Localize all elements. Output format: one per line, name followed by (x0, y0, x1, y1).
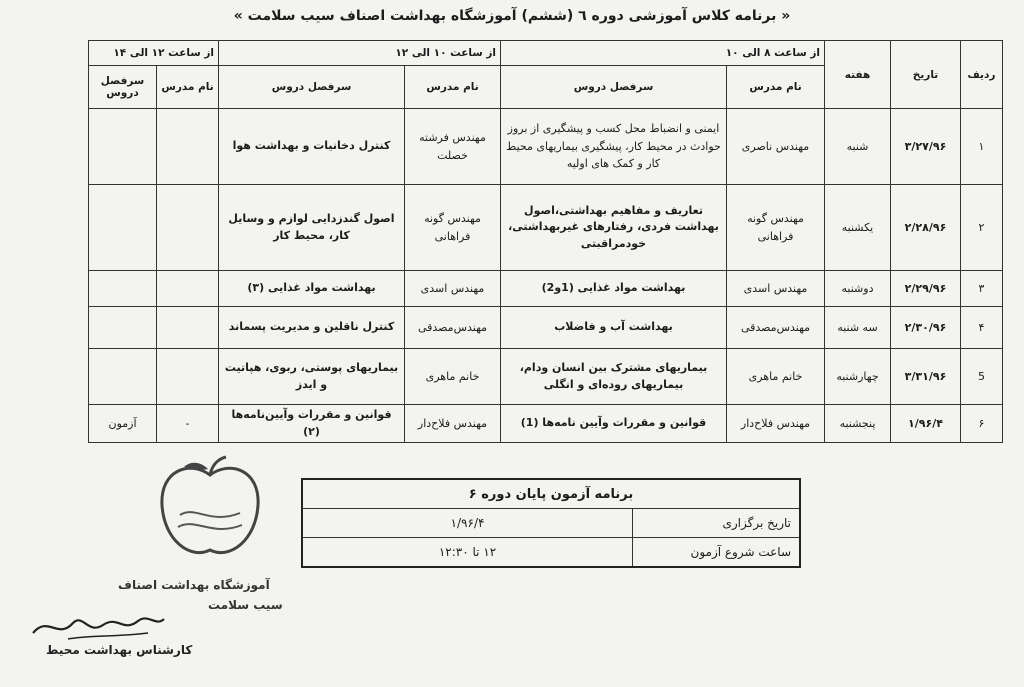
header-date: تاریخ (891, 41, 961, 109)
row-syllabus-2: کنترل ناقلین و مدیریت پسماند (219, 307, 405, 349)
row-teacher-2: مهندس‌مصدقی (405, 307, 501, 349)
row-syllabus-1: ایمنی و انضباط محل کسب و پیشگیری از بروز حوادث در محیط کار، پیشگیری بیماریهای محیط کار و کمک های اولیه (501, 109, 727, 185)
row-syllabus-3 (89, 109, 157, 185)
row-syllabus-2: قوانین و مقررات وآیین‌نامه‌ها (٢) (219, 405, 405, 443)
header-syllabus: سرفصل دروس (219, 66, 405, 109)
row-teacher-2: مهندس اسدی (405, 271, 501, 307)
row-syllabus-1: قوانین و مقررات وآیین نامه‌ها (1) (501, 405, 727, 443)
row-teacher-1: خانم ماهری (727, 349, 825, 405)
row-date: ٩۶/٢/٢٨ (891, 185, 961, 271)
exam-schedule-table (301, 478, 801, 568)
page-title: « برنامه کلاس آموزشی دوره ٦ (ششم) آموزشگاه بهداشت اصناف سیب سلامت » (233, 8, 791, 24)
slot-header-row (89, 41, 1003, 66)
header-syllabus: سرفصل دروس (501, 66, 727, 109)
row-syllabus-1: بهداشت مواد غذایی (1و2) (501, 271, 727, 307)
row-teacher-3 (157, 271, 219, 307)
table-row (89, 109, 1003, 185)
row-syllabus-2: بهداشت مواد غذایی (٣) (219, 271, 405, 307)
apple-logo-icon (150, 455, 270, 565)
row-syllabus-3 (89, 271, 157, 307)
row-teacher-2: خانم ماهری (405, 349, 501, 405)
row-teacher-3 (157, 307, 219, 349)
row-teacher-3 (157, 109, 219, 185)
table-row (89, 349, 1003, 405)
row-syllabus-1: بهداشت آب و فاضلاب (501, 307, 727, 349)
row-teacher-3 (157, 349, 219, 405)
row-teacher-1: مهندس اسدی (727, 271, 825, 307)
header-teacher: نام مدرس (405, 66, 501, 109)
exam-date-label: تاریخ برگزاری (633, 509, 801, 538)
table-row (89, 185, 1003, 271)
row-number: ۴ (961, 307, 1003, 349)
exam-time-value: ١٢ تا ١٢:٣٠ (302, 538, 633, 568)
signature-icon (28, 605, 168, 645)
row-syllabus-3 (89, 307, 157, 349)
row-number: ١ (961, 109, 1003, 185)
schedule-table (88, 40, 1003, 443)
row-day: چهارشنبه (825, 349, 891, 405)
row-teacher-2: مهندس گونه فراهانی (405, 185, 501, 271)
row-syllabus-3 (89, 185, 157, 271)
row-teacher-3 (157, 185, 219, 271)
row-date: ٩۶/٢/٣٠ (891, 307, 961, 349)
row-teacher-3: - (157, 405, 219, 443)
row-date: ٩۶/٢/٢٩ (891, 271, 961, 307)
row-number: 5 (961, 349, 1003, 405)
exam-time-label: ساعت شروع آزمون (633, 538, 801, 568)
header-syllabus: سرفصل دروس (89, 66, 157, 109)
row-teacher-1: مهندس گونه فراهانی (727, 185, 825, 271)
header-week: هفته (825, 41, 891, 109)
row-day: پنجشنبه (825, 405, 891, 443)
row-syllabus-2: بیماریهای پوستی، ربوی، هپاتیت و ایدز (219, 349, 405, 405)
row-syllabus-1: تعاریف و مفاهیم بهداشتی،اصول بهداشت فردی، رفتارهای غیربهداشتی، خودمراقبتی (501, 185, 727, 271)
row-number: ٢ (961, 185, 1003, 271)
row-syllabus-1: بیماریهای مشترک بین انسان ودام، بیماریهای روده‌ای و انگلی (501, 349, 727, 405)
row-day: سه شنبه (825, 307, 891, 349)
row-day: یکشنبه (825, 185, 891, 271)
header-teacher: نام مدرس (157, 66, 219, 109)
exam-date-value: ٩۶/۴/١ (302, 509, 633, 538)
row-teacher-2: مهندس فرشته خصلت (405, 109, 501, 185)
row-number: ٣ (961, 271, 1003, 307)
header-slot-10-12: از ساعت ۱۰ الی ۱۲ (219, 41, 501, 66)
row-date: ٩۶/٣/٣١ (891, 349, 961, 405)
row-date: ٩۶/۴/١ (891, 405, 961, 443)
header-slot-8-10: از ساعت ۸ الی ۱۰ (501, 41, 825, 66)
row-teacher-1: مهندس ناصری (727, 109, 825, 185)
row-syllabus-2: کنترل دخانیات و بهداشت هوا (219, 109, 405, 185)
row-syllabus-2: اصول گندزدایی لوازم و وسایل کار، محیط کار (219, 185, 405, 271)
row-teacher-1: مهندس‌مصدقی (727, 307, 825, 349)
row-teacher-1: مهندس فلاح‌دار (727, 405, 825, 443)
table-row (89, 271, 1003, 307)
header-radif: ردیف (961, 41, 1003, 109)
table-row (89, 405, 1003, 443)
row-syllabus-3: آزمون (89, 405, 157, 443)
stamp-text: آموزشگاه بهداشت اصناف (118, 578, 270, 592)
stamp-text: سیب سلامت (208, 598, 283, 612)
row-teacher-2: مهندس فلاح‌دار (405, 405, 501, 443)
table-row (89, 307, 1003, 349)
row-syllabus-3 (89, 349, 157, 405)
row-number: ۶ (961, 405, 1003, 443)
exam-heading: برنامه آزمون پایان دوره ۶ (302, 479, 800, 509)
row-day: دوشنبه (825, 271, 891, 307)
row-date: ٩۶/٣/٢٧ (891, 109, 961, 185)
header-slot-12-14: از ساعت ۱۲ الی ۱۴ (89, 41, 219, 66)
row-day: شنبه (825, 109, 891, 185)
stamp-role: کارشناس بهداشت محیط (46, 643, 193, 657)
header-teacher: نام مدرس (727, 66, 825, 109)
